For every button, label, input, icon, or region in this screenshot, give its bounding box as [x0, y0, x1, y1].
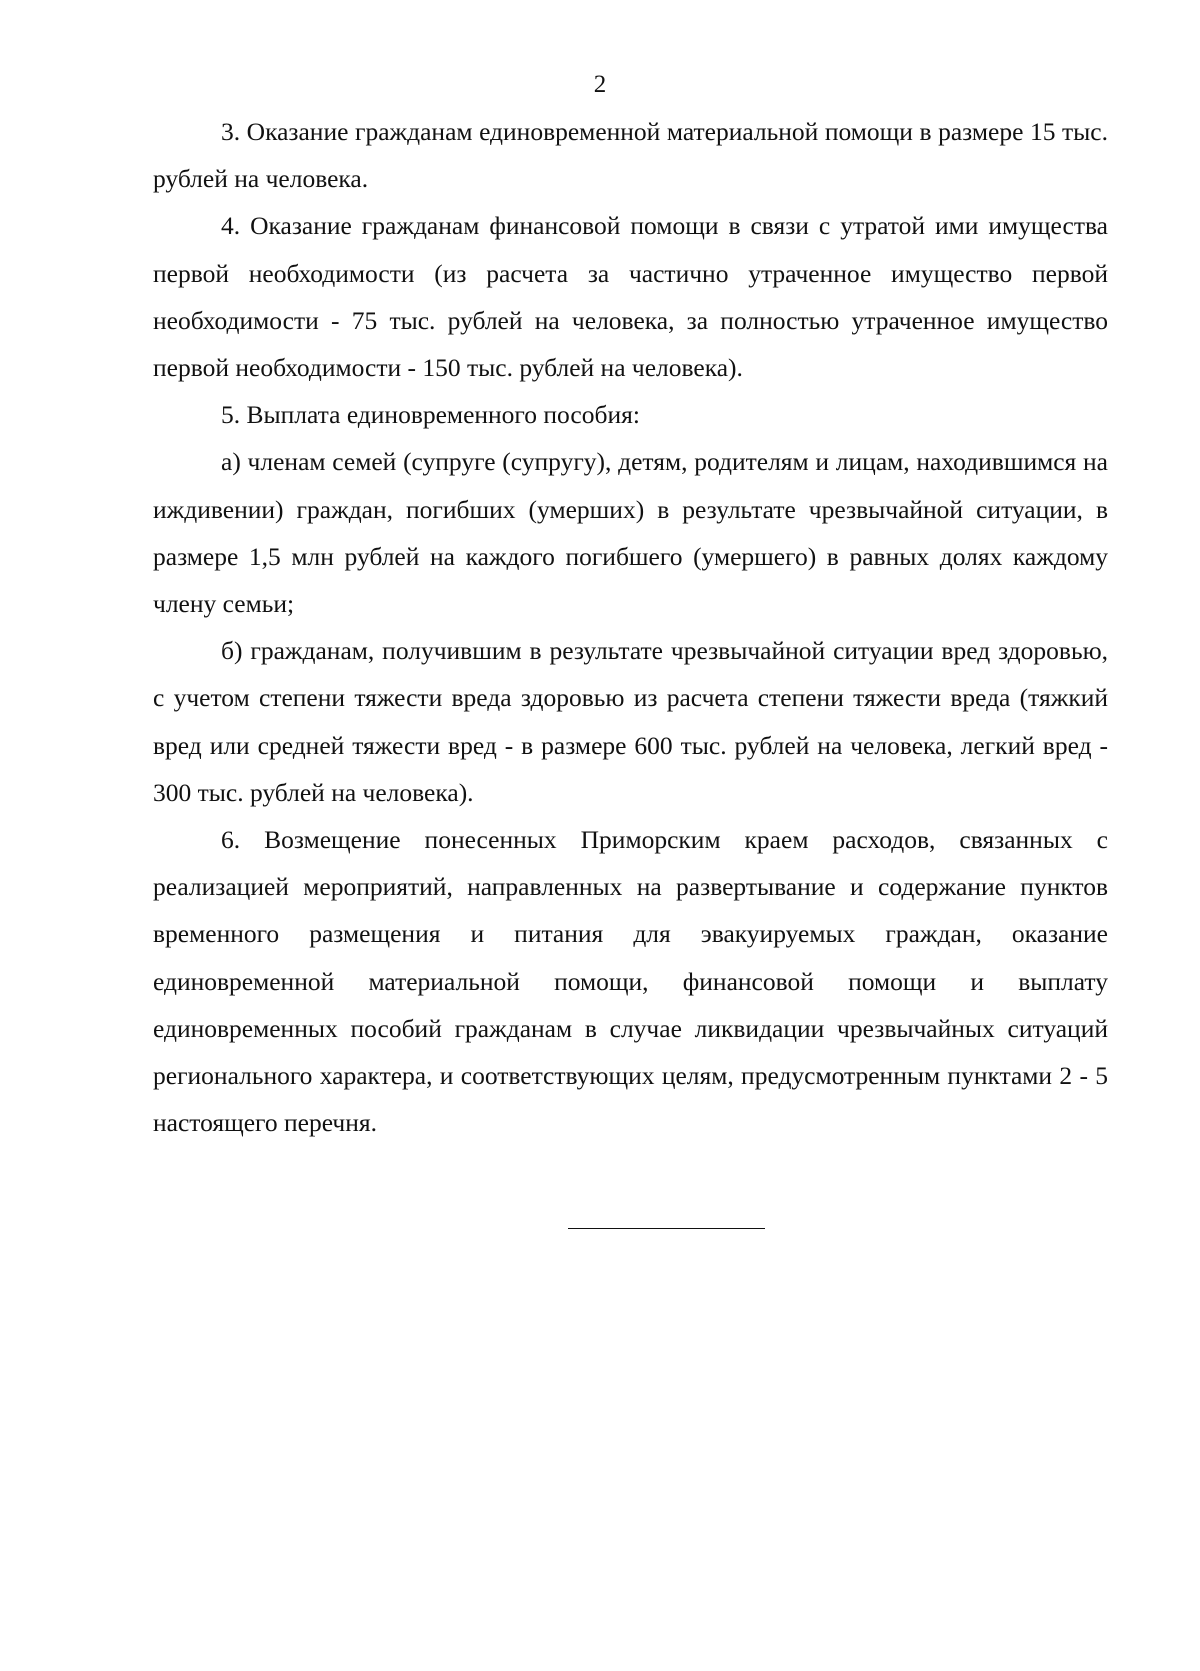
document-body	[153, 108, 1108, 1146]
paragraph-item-4: 4. Оказание гражданам финансовой помощи в связи с утратой ими имущества первой необходимости (из расчета за частично утраченное имущество первой необходимости - 75 тыс. рублей на человека, за полностью утраченное имущество первой необходимости - 150 тыс. рублей на человека).	[153, 211, 1108, 383]
paragraph-item-5a: а) членам семей (супруге (супругу), детям, родителям и лицам, находившимся на иждивении) граждан, погибших (умерших) в результате чрезвычайной ситуации, в размере 1,5 млн рублей на каждого погибшего (умершего) в равных долях каждому члену семьи;	[153, 447, 1108, 619]
page-number: 2	[593, 71, 607, 98]
paragraph-item-3: 3. Оказание гражданам единовременной материальной помощи в размере 15 тыс. рублей на человека.	[153, 117, 1108, 194]
paragraph-item-6: 6. Возмещение понесенных Приморским краем расходов, связанных с реализацией мероприятий, направленных на развертывание и содержание пунктов временного размещения и питания для эвакуируемых граждан, оказание единовременной материальной помощи, финансовой помощи и выплату единовременных пособий гражданам в случае ликвидации чрезвычайных ситуаций регионального характера, и соответствующих целям, предусмотренным пунктами 2 - 5 настоящего перечня.	[153, 825, 1108, 1138]
paragraph-item-5: 5. Выплата единовременного пособия:	[221, 400, 640, 430]
paragraph-item-5b: б) гражданам, получившим в результате чрезвычайной ситуации вред здоровью, с учетом степени тяжести вреда здоровью из расчета степени тяжести вреда (тяжкий вред или средней тяжести вред - в размере 600 тыс. рублей на человека, легкий вред - 300 тыс. рублей на человека).	[153, 636, 1108, 807]
closing-divider	[568, 1228, 765, 1229]
